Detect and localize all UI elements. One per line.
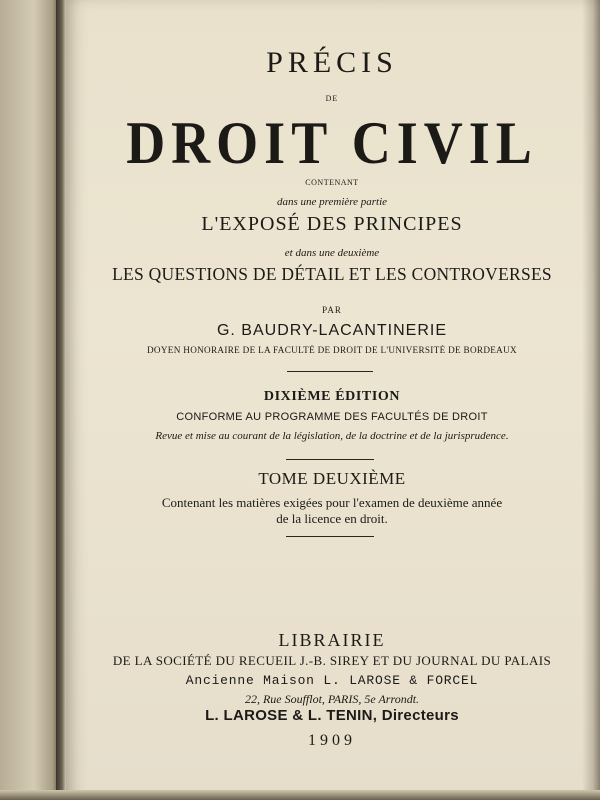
ancienne-maison: Ancienne Maison L. LAROSE & FORCEL: [185, 673, 479, 688]
questions-heading: LES QUESTIONS DE DÉTAIL ET LES CONTROVERSES: [112, 264, 552, 284]
deuxieme-text: et dans une deuxième: [284, 247, 380, 259]
divider-rule: [287, 371, 373, 372]
precis-heading: PRÉCIS: [266, 46, 398, 79]
par-label: PAR: [322, 305, 342, 315]
expose-heading: L'EXPOSÉ DES PRINCIPES: [201, 213, 463, 235]
publisher-address: 22, Rue Soufflot, PARIS, 5e Arrondt.: [244, 692, 420, 706]
contenant-matieres-text: Contenant les matières exigées pour l'examen de deuxième année: [161, 495, 503, 510]
conforme-text: CONFORME AU PROGRAMME DES FACULTÉS DE DROIT: [176, 411, 488, 423]
librairie-label: LIBRAIRIE: [278, 630, 386, 650]
divider-rule: [286, 459, 374, 460]
licence-text: de la licence en droit.: [276, 511, 388, 526]
publisher-society: DE LA SOCIÉTÉ DU RECUEIL J.-B. SIREY ET DU JOURNAL DU PALAIS: [112, 653, 552, 668]
publisher-directors: L. LAROSE & L. TENIN, Directeurs: [205, 707, 459, 724]
edition-label: DIXIÈME ÉDITION: [263, 389, 401, 404]
de-connector: DE: [325, 94, 339, 103]
author-title: DOYEN HONORAIRE DE LA FACULTÉ DE DROIT DE L'UNIVERSITÉ DE BORDEAUX: [146, 345, 518, 355]
title-page-text: [64, 0, 600, 790]
tome-label: TOME DEUXIÈME: [258, 469, 406, 488]
revue-text: Revue et mise au courant de la législation, de la doctrine et de la jurisprudence.: [155, 430, 509, 442]
publication-year: 1909: [308, 732, 356, 749]
divider-rule: [286, 536, 374, 537]
premiere-partie-text: dans une première partie: [276, 196, 388, 208]
left-page-edge: [0, 0, 62, 800]
author-name: G. BAUDRY-LACANTINERIE: [216, 322, 448, 339]
bottom-page-edge: [0, 790, 600, 800]
main-title: DROIT CIVIL: [126, 109, 538, 177]
contenant-label: CONTENANT: [305, 178, 359, 187]
